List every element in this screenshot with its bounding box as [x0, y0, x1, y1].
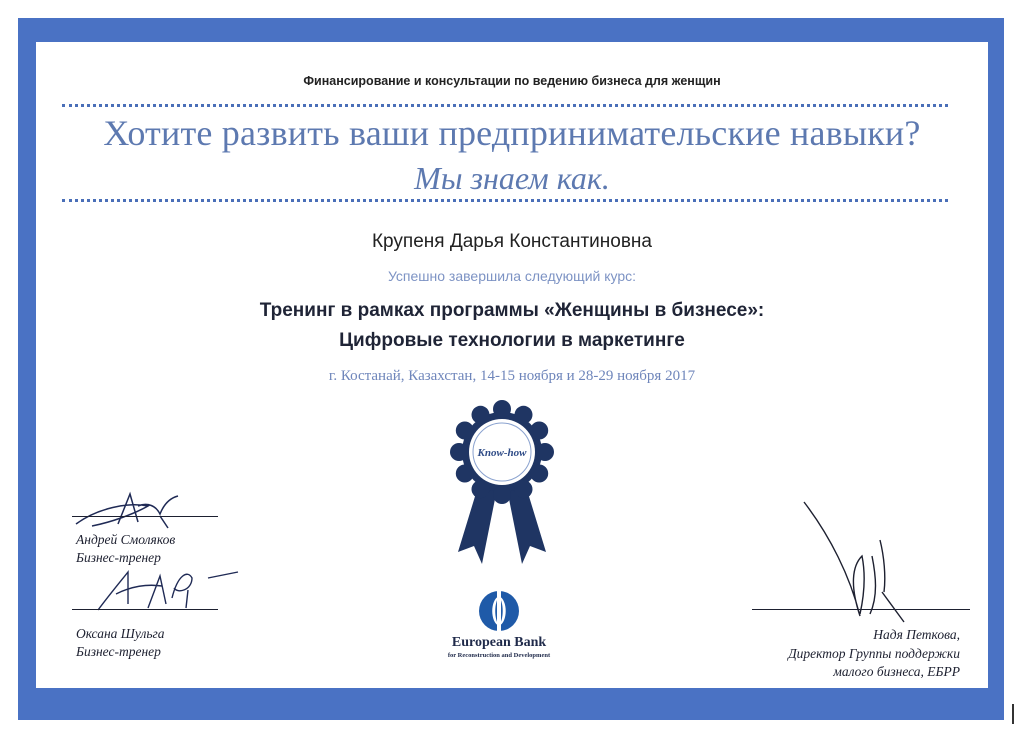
- signatory-1-role: Бизнес-тренер: [76, 550, 161, 565]
- signatory-3-role-line-1: Директор Группы поддержки: [788, 646, 960, 661]
- ebrd-name: European Bank: [451, 635, 547, 650]
- course-title-line-1: Тренинг в рамках программы «Женщины в бизнесе»:: [259, 300, 765, 321]
- scan-edge-mark: [1012, 704, 1014, 724]
- signature-line-1: [72, 516, 218, 517]
- dotted-divider-bottom: [62, 199, 948, 202]
- tagline: Мы знаем как.: [414, 160, 610, 196]
- ebrd-logo-icon: [474, 588, 524, 634]
- know-how-rosette-icon: [444, 394, 560, 574]
- location-and-dates: г. Костанай, Казахстан, 14-15 ноября и 28-29 ноября 2017: [328, 368, 696, 384]
- badge-label: Know-how: [477, 447, 527, 459]
- headline: Хотите развить ваши предпринимательские навыки?: [103, 113, 921, 153]
- signatory-2-name: Оксана Шульга: [76, 626, 165, 641]
- program-subtitle: Финансирование и консультации по ведению бизнеса для женщин: [303, 74, 721, 88]
- signatory-2-role: Бизнес-тренер: [76, 644, 161, 659]
- signatory-1-name: Андрей Смоляков: [76, 532, 176, 547]
- dotted-divider-top: [62, 104, 948, 107]
- signature-line-2: [72, 609, 218, 610]
- course-title-line-2: Цифровые технологии в маркетинге: [339, 330, 685, 351]
- signatory-3-name: Надя Петкова,: [873, 627, 960, 642]
- completion-statement: Успешно завершила следующий курс:: [387, 268, 637, 284]
- handwritten-signature-2: [88, 564, 248, 614]
- ebrd-subtitle: for Reconstruction and Development: [447, 652, 551, 659]
- signatory-3-role-line-2: малого бизнеса, ЕБРР: [833, 664, 960, 679]
- signature-line-3: [752, 609, 970, 610]
- recipient-name: Крупеня Дарья Константиновна: [371, 231, 652, 252]
- handwritten-signature-1: [68, 488, 218, 532]
- handwritten-signature-3: [800, 496, 910, 636]
